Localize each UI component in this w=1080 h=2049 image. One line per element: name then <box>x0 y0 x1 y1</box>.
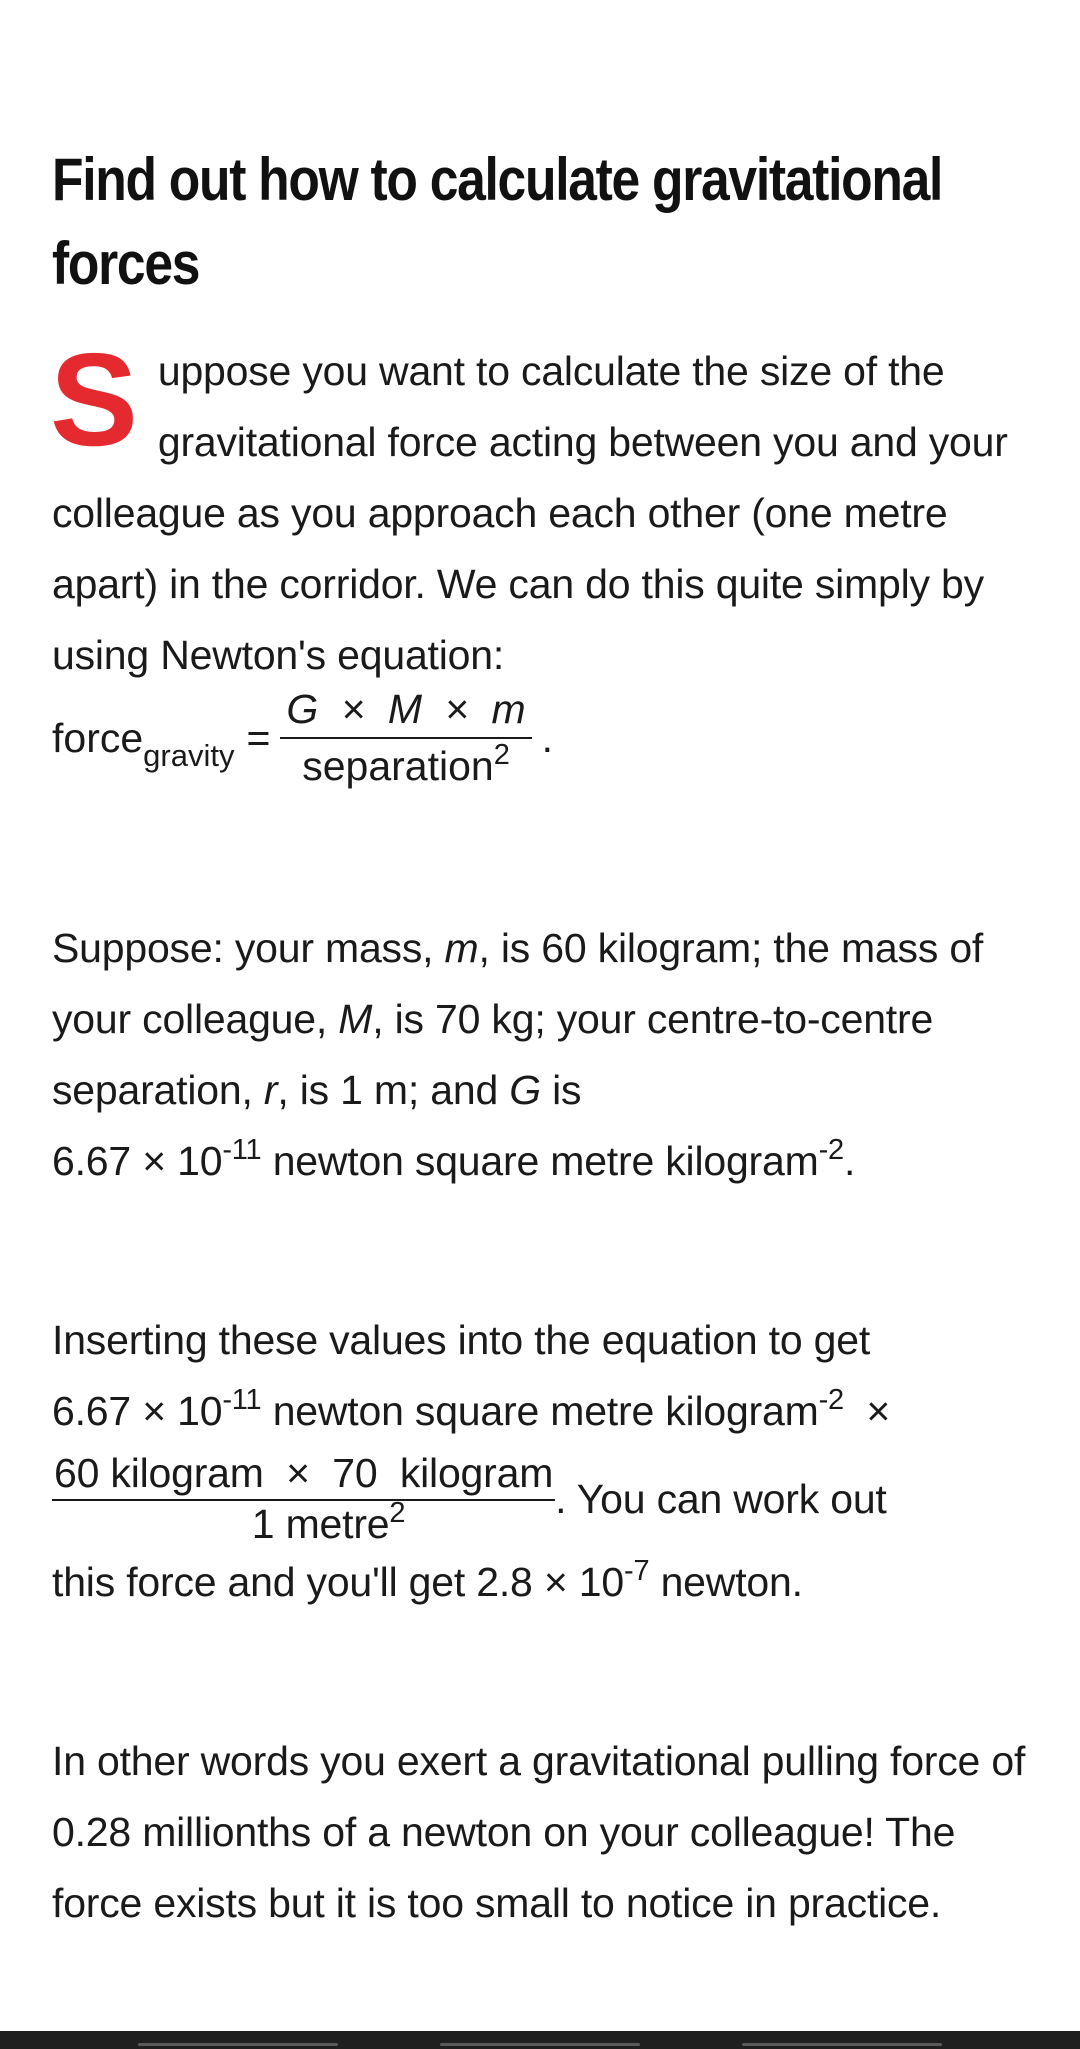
calc-g-unit-exponent: -2 <box>818 1384 844 1416</box>
g-constant-exponent: -11 <box>222 1134 262 1166</box>
values-text-3: , is 70 kg; your centre-to-centre separation, <box>52 996 934 1113</box>
equation-denominator-text: separation <box>302 743 494 789</box>
result-exponent: -7 <box>624 1555 650 1587</box>
nav-segment <box>742 2043 942 2046</box>
result-unit: newton. <box>649 1559 803 1605</box>
equation-lhs-subscript: gravity <box>143 738 235 773</box>
result-text: this force and you'll get 2.8 × 10 <box>52 1559 624 1605</box>
calc-intro: Inserting these values into the equation to get <box>52 1317 871 1363</box>
calculation-fraction-line <box>52 1447 1028 1547</box>
equation-fraction <box>280 685 531 791</box>
calc-after-fraction: . You can work out <box>555 1476 887 1522</box>
article-body <box>52 138 1028 1939</box>
calculation-text <box>52 1305 1028 1447</box>
article-title: Find out how to calculate gravitational forces <box>52 146 943 297</box>
calc-times: × <box>843 1388 891 1434</box>
values-text-1: Suppose: your mass, <box>52 925 445 971</box>
calc-fraction-numerator: 60 kilogram × 70 kilogram <box>52 1447 555 1501</box>
equation-denominator <box>302 739 510 791</box>
calc-g-value: 6.67 × 10 <box>52 1388 223 1434</box>
calc-g-unit: newton square metre kilogram <box>261 1388 819 1434</box>
values-text-2: , is 60 kilogram; the mass of your colleague, <box>52 925 984 1042</box>
spacer <box>52 1618 1028 1726</box>
drop-cap-letter: S <box>50 326 138 473</box>
intro-paragraph <box>50 326 1028 691</box>
calculation-paragraph <box>52 1305 1028 1618</box>
spacer <box>52 1197 1028 1305</box>
conclusion-paragraph: In other words you exert a gravitational pulling force of 0.28 millionths of a newton on your colleague! The force exists but it is too small to notice in practice. <box>52 1738 1026 1926</box>
values-text-5: is <box>540 1067 582 1113</box>
calc-g-exponent: -11 <box>222 1384 262 1416</box>
calc-fraction-denominator <box>202 1497 406 1547</box>
equation-end: . <box>541 714 554 761</box>
values-end: . <box>843 1138 856 1184</box>
equation-numerator: G × M × m <box>280 685 531 739</box>
var-M: M <box>338 996 373 1042</box>
g-constant-unit: newton square metre kilogram <box>261 1138 819 1184</box>
var-G: G <box>509 1067 541 1113</box>
equation-lhs: force <box>52 714 144 761</box>
var-m: m <box>444 925 479 971</box>
intro-text: uppose you want to calculate the size of the gravitational force acting between you and your colleague as you approach each other (one metre apart) in the corridor. We can do this quite simply by using Newton's equation: <box>52 348 1008 678</box>
nav-segment <box>138 2043 338 2046</box>
calculation-fraction <box>52 1447 555 1547</box>
values-text-4: , is 1 m; and <box>277 1067 510 1113</box>
calc-denominator-exponent: 2 <box>389 1497 406 1529</box>
values-paragraph <box>52 913 1028 1197</box>
calculation-result <box>52 1547 1028 1618</box>
equation-denominator-exponent: 2 <box>493 739 510 771</box>
nav-segment <box>440 2043 640 2046</box>
g-unit-exponent: -2 <box>818 1134 844 1166</box>
var-r: r <box>263 1067 278 1113</box>
gravity-equation <box>52 683 1028 793</box>
bottom-navigation-bar <box>0 2031 1080 2049</box>
spacer <box>52 793 1028 913</box>
g-constant-value: 6.67 × 10 <box>52 1138 223 1184</box>
calc-denominator-text: 1 metre <box>251 1501 390 1547</box>
equation-equals: = <box>246 714 271 761</box>
